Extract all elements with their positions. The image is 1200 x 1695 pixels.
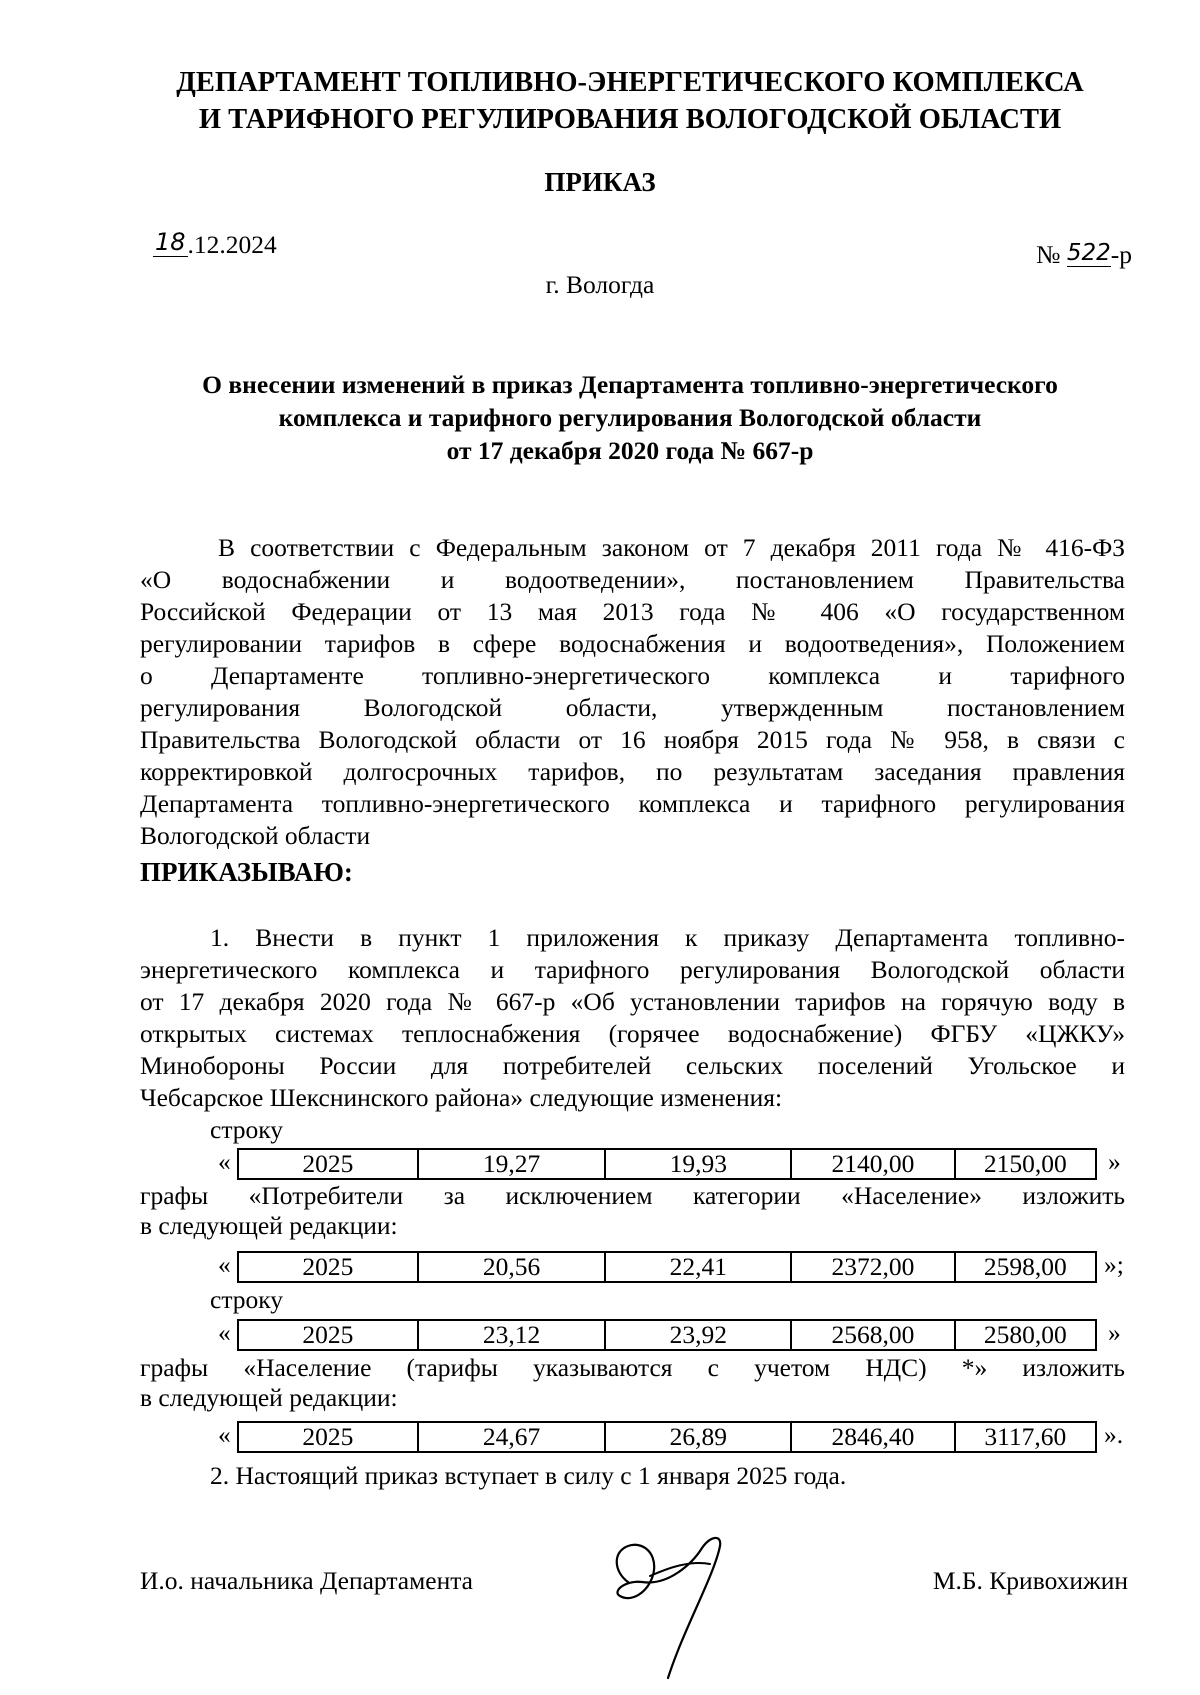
cell: 2025 xyxy=(238,1422,418,1452)
item1-line: от 17 декабря 2020 года № 667-р «Об установлении тарифов на горячую воду в xyxy=(140,987,1125,1016)
preamble-line: о Департаменте топливно-энергетического комплекса и тарифного xyxy=(140,661,1125,690)
cell: 2846,40 xyxy=(791,1422,955,1452)
open-quote: « xyxy=(218,1147,231,1176)
cell: 23,92 xyxy=(605,1320,791,1350)
item1-line: Минобороны России для потребителей сельских поселений Угольское и xyxy=(140,1051,1125,1080)
close-quote: » xyxy=(1108,1147,1121,1176)
cell: 22,41 xyxy=(605,1252,791,1282)
item1-line: 1. Внести в пункт 1 приложения к приказу Департамента топливно- xyxy=(210,923,1125,952)
preamble-line: Правительства Вологодской области от 16 ноября 2015 года № 958, в связи с xyxy=(140,725,1125,754)
preamble-line: регулирования Вологодской области, утвержденным постановлением xyxy=(140,693,1125,722)
signatory-name: М.Б. Кривохижин xyxy=(932,1566,1128,1595)
preamble-line: Вологодской области xyxy=(140,821,371,850)
department-name-line1: ДЕПАРТАМЕНТ ТОПЛИВНО-ЭНЕРГЕТИЧЕСКОГО КОМПЛЕКСА xyxy=(176,67,1084,98)
cell: 2150,00 xyxy=(955,1149,1096,1179)
number-prefix: № xyxy=(1036,240,1067,269)
order-number xyxy=(1036,240,1132,270)
preamble-line: регулировании тарифов в сфере водоснабжения и водоотведения», Положением xyxy=(140,629,1125,658)
cell: 2025 xyxy=(238,1252,418,1282)
department-name-line2: И ТАРИФНОГО РЕГУЛИРОВАНИЯ ВОЛОГОДСКОЙ ОБЛАСТИ xyxy=(198,104,1062,135)
grafy-consumers-line: графы «Потребители за исключением категории «Население» изложить xyxy=(140,1181,1125,1210)
stroku-label: строку xyxy=(210,1285,284,1314)
cell: 2372,00 xyxy=(791,1252,955,1282)
preamble-line: корректировкой долгосрочных тарифов, по результатам заседания правления xyxy=(140,757,1125,786)
preamble-line: Российской Федерации от 13 мая 2013 года № 406 «О государственном xyxy=(140,597,1125,626)
city: г. Вологда xyxy=(545,270,655,299)
cell: 2025 xyxy=(238,1320,418,1350)
subject-line: от 17 декабря 2020 года № 667-р xyxy=(446,436,814,465)
cell: 19,27 xyxy=(418,1149,606,1179)
cell: 2580,00 xyxy=(955,1320,1096,1350)
new-edition-label: в следующей редакции: xyxy=(140,1211,398,1240)
stroku-label: строку xyxy=(210,1115,284,1144)
date-rest: .12.2024 xyxy=(187,230,277,259)
close-quote: » xyxy=(1108,1318,1121,1347)
preamble-line: «О водоснабжении и водоотведении», постановлением Правительства xyxy=(140,565,1125,594)
tariff-row-old-consumers xyxy=(237,1148,1097,1180)
new-edition-label: в следующей редакции: xyxy=(140,1383,398,1412)
command-word: ПРИКАЗЫВАЮ: xyxy=(140,857,353,887)
cell: 2140,00 xyxy=(791,1149,955,1179)
signatory-title: И.о. начальника Департамента xyxy=(140,1566,473,1595)
subject-line: комплекса и тарифного регулирования Вологодской области xyxy=(278,403,982,432)
handwritten-day: 18 xyxy=(155,228,186,256)
item1-line: энергетического комплекса и тарифного регулирования Вологодской области xyxy=(140,955,1125,984)
open-quote: « xyxy=(218,1420,231,1449)
handwritten-signature xyxy=(610,1530,750,1680)
item2-line: 2. Настоящий приказ вступает в силу с 1 января 2025 года. xyxy=(210,1461,847,1490)
close-quote: »; xyxy=(1104,1250,1124,1279)
tariff-row-old-population xyxy=(237,1319,1097,1351)
order-subject xyxy=(140,368,1120,467)
cell: 3117,60 xyxy=(955,1422,1096,1452)
tariff-row-new-population xyxy=(237,1421,1097,1453)
cell: 26,89 xyxy=(605,1422,791,1452)
order-date xyxy=(153,230,277,260)
cell: 23,12 xyxy=(418,1320,606,1350)
cell: 2568,00 xyxy=(791,1320,955,1350)
open-quote: « xyxy=(218,1250,231,1279)
cell: 19,93 xyxy=(605,1149,791,1179)
preamble-line: В соответствии с Федеральным законом от 7 декабря 2011 года № 416-ФЗ xyxy=(218,533,1125,562)
preamble-line: Департамента топливно-энергетического комплекса и тарифного регулирования xyxy=(140,789,1125,818)
handwritten-number: 522 xyxy=(1066,240,1111,266)
cell: 2598,00 xyxy=(955,1252,1096,1282)
cell: 24,67 xyxy=(418,1422,606,1452)
number-suffix: -р xyxy=(1110,240,1132,269)
grafy-population-line: графы «Население (тарифы указываются с учетом НДС) *» изложить xyxy=(140,1353,1125,1382)
order-title: ПРИКАЗ xyxy=(544,167,656,197)
close-quote: ». xyxy=(1104,1420,1124,1449)
cell: 2025 xyxy=(238,1149,418,1179)
item1-line: Чебсарское Шекснинского района» следующие изменения: xyxy=(140,1083,783,1112)
item1-line: открытых системах теплоснабжения (горячее водоснабжение) ФГБУ «ЦЖКУ» xyxy=(140,1019,1125,1048)
open-quote: « xyxy=(218,1318,231,1347)
cell: 20,56 xyxy=(418,1252,606,1282)
subject-line: О внесении изменений в приказ Департамента топливно-энергетического xyxy=(202,370,1058,399)
tariff-row-new-consumers xyxy=(237,1251,1097,1283)
